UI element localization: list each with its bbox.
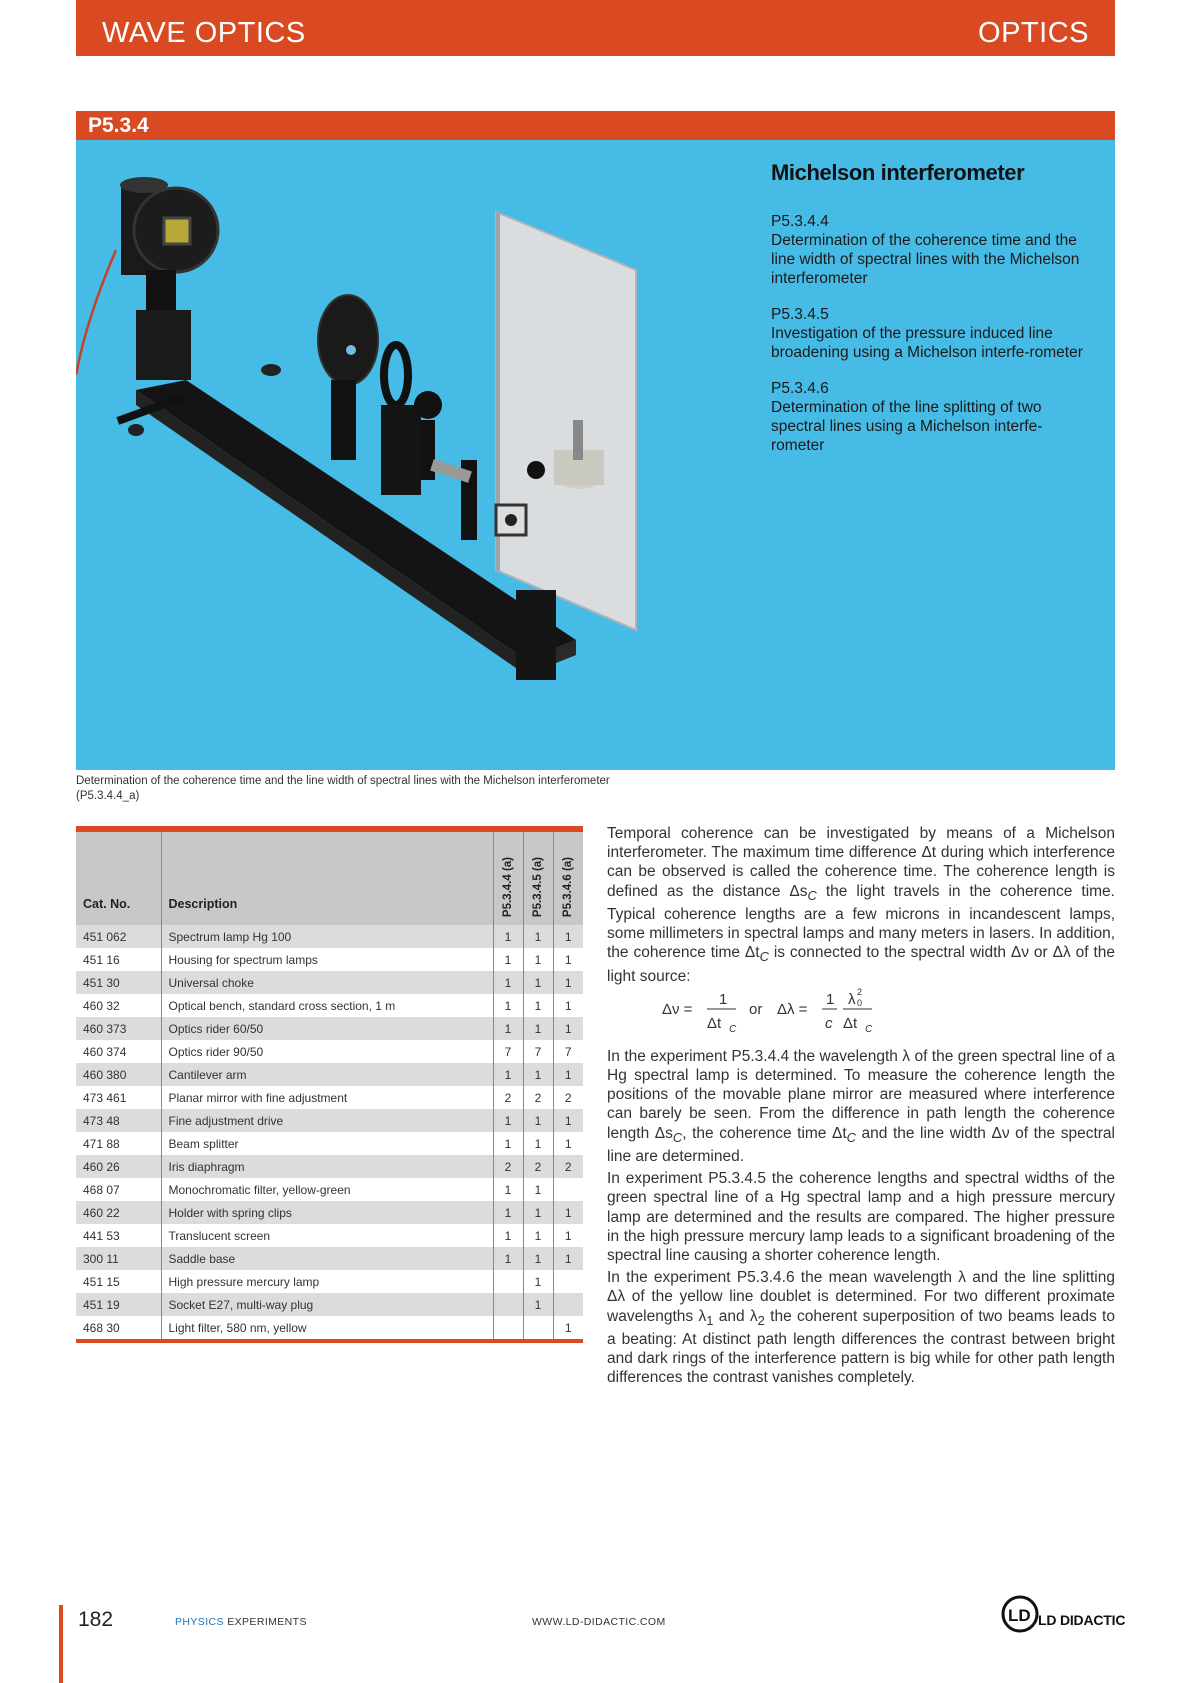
cell-qty-exp-2: 2: [523, 1086, 553, 1109]
equipment-table: [76, 826, 583, 1343]
experiment-title: Michelson interferometer: [771, 160, 1025, 185]
svg-text:C: C: [865, 1024, 873, 1033]
hero-panel: [76, 140, 1115, 770]
cell-cat-no: 300 11: [76, 1247, 161, 1270]
cell-qty-exp-1: 1: [493, 994, 523, 1017]
page-number: 182: [78, 1608, 114, 1631]
header-exp-3: P5.3.4.6 (a): [562, 856, 575, 917]
cell-cat-no: 460 374: [76, 1040, 161, 1063]
table-row: [76, 1086, 583, 1109]
table-row: [76, 1316, 583, 1339]
cell-qty-exp-2: 1: [523, 1017, 553, 1040]
table-row: [76, 1270, 583, 1293]
cell-description: Universal choke: [161, 971, 493, 994]
experiment-list: [771, 212, 1091, 472]
cell-qty-exp-3: [553, 1293, 583, 1316]
cell-qty-exp-3: 1: [564, 1228, 572, 1243]
table-row: [76, 1017, 583, 1040]
experiment-item: [771, 305, 1091, 362]
cell-qty-exp-3: 1: [564, 975, 572, 990]
cell-description: Beam splitter: [161, 1132, 493, 1155]
cell-qty-exp-3: 1: [564, 1113, 572, 1128]
svg-text:2: 2: [857, 987, 863, 997]
cell-qty-exp-2: 1: [523, 1293, 553, 1316]
cell-description: Housing for spectrum lamps: [161, 948, 493, 971]
header-bar: [76, 0, 1115, 56]
cell-qty-exp-2: 1: [523, 1247, 553, 1270]
table-row: [76, 1063, 583, 1086]
cell-description: Socket E27, multi-way plug: [161, 1293, 493, 1316]
table-row: [76, 1247, 583, 1270]
cell-description: Planar mirror with fine adjustment: [161, 1086, 493, 1109]
svg-text:λ: λ: [848, 991, 856, 1008]
cell-qty-exp-1: 1: [493, 1063, 523, 1086]
experiment-code: P5.3.4.5: [771, 306, 829, 323]
translucent-screen-shape: [496, 212, 636, 630]
cell-qty-exp-2: 1: [523, 1063, 553, 1086]
experiment-text: Determination of the line splitting of two spectral lines using a Michelson interfe-rometer: [771, 399, 1043, 454]
cell-cat-no: 451 16: [76, 948, 161, 971]
cell-qty-exp-3: 7: [564, 1044, 572, 1059]
experiment-code: P5.3.4.6: [771, 380, 829, 397]
cell-qty-exp-2: 1: [523, 1270, 553, 1293]
svg-text:Δλ =: Δλ =: [777, 1001, 808, 1018]
table-row: [76, 1224, 583, 1247]
cell-cat-no: 460 373: [76, 1017, 161, 1040]
table-row: [76, 948, 583, 971]
table-row: [76, 1293, 583, 1316]
cell-qty-exp-1: 1: [493, 1224, 523, 1247]
svg-text:Δt: Δt: [843, 1015, 858, 1032]
svg-text:c: c: [825, 1015, 833, 1032]
ld-logo-icon: [1000, 1594, 1040, 1634]
cell-qty-exp-3: 1: [564, 1021, 572, 1036]
table-row: [76, 925, 583, 948]
caption-line: Determination of the coherence time and the line width of spectral lines with the Michelson interferometer: [76, 775, 610, 787]
chapter-title: WAVE OPTICS: [102, 17, 306, 49]
cell-qty-exp-1: 1: [493, 1201, 523, 1224]
cell-description: Light filter, 580 nm, yellow: [161, 1316, 493, 1339]
cell-qty-exp-2: 1: [523, 971, 553, 994]
cell-qty-exp-1: 2: [493, 1155, 523, 1178]
svg-text:or: or: [749, 1001, 763, 1018]
cell-qty-exp-1: [493, 1270, 523, 1293]
cell-cat-no: 473 461: [76, 1086, 161, 1109]
svg-text:LD: LD: [1008, 1606, 1031, 1625]
header-cat-no: Cat. No.: [76, 832, 161, 925]
experiment-item: [771, 379, 1091, 455]
table-row: [76, 1155, 583, 1178]
paragraph-p5345: In experiment P5.3.4.5 the coherence lengths and spectral widths of the green spectral line of a Hg spectral lamp and a high pressure mercury lamp are determined and the results are compared. The higher pressure in the high pressure mercury lamp leads to a significant broadening of the spectral line causing a shorter coherence length.: [607, 1170, 1115, 1264]
footer-brand: PHYSICS EXPERIMENTS: [175, 1616, 307, 1628]
cell-description: Cantilever arm: [161, 1063, 493, 1086]
paragraph-p5344: In the experiment P5.3.4.4 the wavelength λ of the green spectral line of a Hg spectral lamp is determined. To measure the coherence length the positions of the movable plane mirror are measured where interference can barely be seen. From the difference in path length the coherence length $\Delta s_C$, the coherence time $\Delta t_C$ and the line width Δν of the spectral line are determined.: [607, 1047, 1115, 1165]
table-row: [76, 994, 583, 1017]
experiment-text: Determination of the coherence time and the line width of spectral lines with the Michelson interferometer: [771, 232, 1080, 287]
cell-cat-no: 451 30: [76, 971, 161, 994]
cell-qty-exp-1: 1: [493, 1178, 523, 1201]
svg-text:0: 0: [857, 998, 863, 1008]
cell-description: Translucent screen: [161, 1224, 493, 1247]
cell-qty-exp-3: 1: [564, 1136, 572, 1151]
cell-qty-exp-1: 1: [493, 925, 523, 948]
cell-qty-exp-1: 1: [493, 1109, 523, 1132]
cell-cat-no: 468 30: [76, 1316, 161, 1339]
cell-qty-exp-3: 2: [564, 1090, 572, 1105]
section-code: P5.3.4: [88, 114, 149, 137]
cell-description: Optics rider 60/50: [161, 1017, 493, 1040]
cell-qty-exp-3: [553, 1178, 583, 1201]
cell-description: Optics rider 90/50: [161, 1040, 493, 1063]
cell-qty-exp-1: [493, 1293, 523, 1316]
cell-cat-no: 451 15: [76, 1270, 161, 1293]
cell-qty-exp-1: 1: [493, 971, 523, 994]
header-exp-1: P5.3.4.4 (a): [493, 832, 523, 925]
svg-text:Δt: Δt: [707, 1015, 722, 1032]
cell-qty-exp-3: 2: [564, 1159, 572, 1174]
table-row: [76, 1132, 583, 1155]
cell-qty-exp-2: 1: [523, 1109, 553, 1132]
cell-cat-no: 460 380: [76, 1063, 161, 1086]
footer-rule: [59, 1605, 63, 1683]
body-text: [607, 824, 1115, 1390]
cell-qty-exp-3: 1: [564, 998, 572, 1013]
svg-text:Δν =: Δν =: [662, 1001, 693, 1018]
cell-qty-exp-3: 1: [564, 952, 572, 967]
cell-cat-no: 451 062: [76, 925, 161, 948]
caption-ref: (P5.3.4.4_a): [76, 790, 140, 802]
experiment-code: P5.3.4.4: [771, 213, 829, 230]
cell-cat-no: 468 07: [76, 1178, 161, 1201]
header-description: Description: [161, 832, 493, 925]
coherence-formula: [660, 985, 960, 1033]
cell-qty-exp-2: 1: [523, 1201, 553, 1224]
cell-qty-exp-2: 1: [523, 1132, 553, 1155]
paragraph-intro: Temporal coherence can be investigated by means of a Michelson interferometer. The maximum time difference Δt during which interference can be observed is called the coherence time. The coherence length is defined as the distance $\Delta s_C$ the light travels in the coherence time. Typical coherence lengths are a few microns in incandescent lamps, some millimeters in spectral lamps and many meters in lasers. In addition, the coherence time $\Delta t_C$ is connected to the spectral width Δν or Δλ of the light source:: [607, 825, 1115, 985]
table-row: [76, 1201, 583, 1224]
cell-description: Optical bench, standard cross section, 1 m: [161, 994, 493, 1017]
cell-qty-exp-3: [553, 1270, 583, 1293]
cell-description: Fine adjustment drive: [161, 1109, 493, 1132]
cell-qty-exp-3: 1: [564, 1067, 572, 1082]
table-row: [76, 1109, 583, 1132]
paragraph-p5346: In the experiment P5.3.4.6 the mean wavelength λ and the line splitting Δλ of the yellow line doublet is determined. For two different proximate wavelengths $\lambda_1$ and $\lambda_2$ the coherent superposition of two beams leads to a beating: At distinct path length differences the contrast between bright and dark rings of the interference pattern is big while for other path length differences the contrast vanishes completely.: [607, 1269, 1115, 1387]
cell-qty-exp-2: [523, 1316, 553, 1339]
cell-qty-exp-2: 1: [523, 948, 553, 971]
header-exp-2: P5.3.4.5 (a): [523, 832, 553, 925]
cell-cat-no: 473 48: [76, 1109, 161, 1132]
table-row: [76, 1040, 583, 1063]
cell-qty-exp-1: 1: [493, 1017, 523, 1040]
cell-description: Monochromatic filter, yellow-green: [161, 1178, 493, 1201]
svg-text:1: 1: [826, 991, 835, 1008]
cell-cat-no: 451 19: [76, 1293, 161, 1316]
photo-caption: [76, 774, 1116, 804]
cell-qty-exp-3: 1: [564, 929, 572, 944]
cell-qty-exp-1: [493, 1316, 523, 1339]
svg-text:C: C: [729, 1024, 737, 1033]
cell-qty-exp-1: 1: [493, 1247, 523, 1270]
brand-name: LD DIDACTIC: [1038, 1612, 1126, 1628]
cell-qty-exp-1: 1: [493, 948, 523, 971]
cell-cat-no: 441 53: [76, 1224, 161, 1247]
cell-cat-no: 471 88: [76, 1132, 161, 1155]
table-row: [76, 1178, 583, 1201]
table-row: [76, 971, 583, 994]
cell-qty-exp-2: 7: [523, 1040, 553, 1063]
cell-description: Spectrum lamp Hg 100: [161, 925, 493, 948]
footer-url: WWW.LD-DIDACTIC.COM: [532, 1616, 666, 1628]
table-bottom-rule: [76, 1339, 583, 1343]
cell-qty-exp-3: 1: [564, 1251, 572, 1266]
cell-qty-exp-3: 1: [564, 1320, 572, 1335]
svg-text:1: 1: [719, 991, 728, 1008]
experiment-item: [771, 212, 1091, 288]
cell-qty-exp-1: 7: [493, 1040, 523, 1063]
cell-qty-exp-1: 1: [493, 1132, 523, 1155]
cell-description: High pressure mercury lamp: [161, 1270, 493, 1293]
cell-description: Iris diaphragm: [161, 1155, 493, 1178]
cell-qty-exp-3: 1: [564, 1205, 572, 1220]
cell-qty-exp-2: 1: [523, 1178, 553, 1201]
cell-description: Saddle base: [161, 1247, 493, 1270]
cell-qty-exp-2: 1: [523, 925, 553, 948]
cell-qty-exp-2: 1: [523, 1224, 553, 1247]
subject-title: OPTICS: [978, 17, 1089, 49]
cell-description: Holder with spring clips: [161, 1201, 493, 1224]
cell-qty-exp-1: 2: [493, 1086, 523, 1109]
cell-cat-no: 460 22: [76, 1201, 161, 1224]
cell-cat-no: 460 26: [76, 1155, 161, 1178]
cell-cat-no: 460 32: [76, 994, 161, 1017]
section-bar: [76, 111, 1115, 140]
cell-qty-exp-2: 1: [523, 994, 553, 1017]
cell-qty-exp-2: 2: [523, 1155, 553, 1178]
table-header-row: [76, 832, 583, 925]
experiment-text: Investigation of the pressure induced line broadening using a Michelson interfe-rometer: [771, 325, 1083, 361]
